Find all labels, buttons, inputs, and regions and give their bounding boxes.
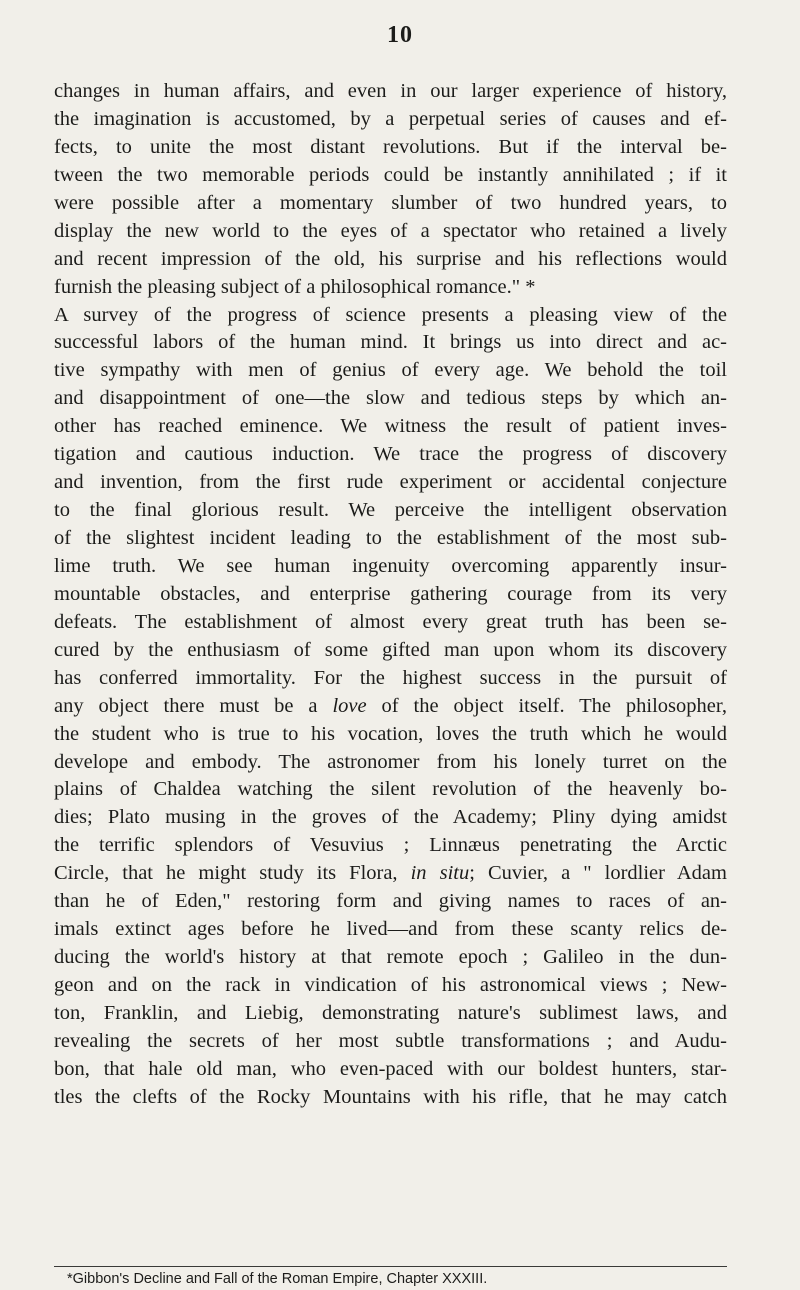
text-line: geon and on the rack in vindication of his astronomical views ; New- [54, 974, 727, 996]
text-line: furnish the pleasing subject of a philosophical romance." * [54, 275, 536, 298]
text-line: the imagination is accustomed, by a perpetual series of causes and ef- [54, 107, 727, 130]
text-line: tigation and cautious induction. We trace the progress of discovery [54, 443, 727, 466]
text-segment: ; Cuvier, a " lordlier Adam [469, 862, 727, 885]
text-line: other has reached eminence. We witness the result of patient inves- [54, 415, 727, 438]
text-line: tles the clefts of the Rocky Mountains with his rifle, that he may catch [54, 1085, 727, 1108]
italic-emphasis: in situ [410, 862, 470, 885]
text-line: dies; Plato musing in the groves of the Academy; Pliny dying amidst [54, 806, 727, 829]
text-line [54, 693, 727, 721]
text-line: than he of Eden," restoring form and giving names to races of an- [54, 890, 727, 913]
text-segment: any object there must be a [54, 694, 318, 717]
text-line: defeats. The establishment of almost every great truth has been se- [54, 610, 727, 633]
text-line: cured by the enthusiasm of some gifted man upon whom its discovery [54, 638, 727, 661]
text-line: lime truth. We see human ingenuity overcoming apparently insur- [54, 554, 727, 577]
text-line: changes in human affairs, and even in our larger experience of history, [54, 80, 727, 102]
text-line: ton, Franklin, and Liebig, demonstrating nature's sublimest laws, and [54, 1001, 727, 1024]
text-line: the student who is true to his vocation, loves the truth which he would [54, 722, 727, 745]
text-line: successful labors of the human mind. It brings us into direct and ac- [54, 331, 727, 354]
text-line: bon, that hale old man, who even-paced with our boldest hunters, star- [54, 1057, 727, 1080]
text-segment: Circle, that he might study its Flora, [54, 862, 398, 885]
text-line: and disappointment of one—the slow and tedious steps by which an- [54, 387, 727, 410]
text-line: tween the two memorable periods could be instantly annihilated ; if it [54, 163, 727, 186]
text-line: plains of Chaldea watching the silent revolution of the heavenly bo- [54, 778, 727, 801]
text-line: to the final glorious result. We perceive the intelligent observation [54, 499, 727, 522]
page-number: 10 [387, 22, 413, 48]
text-segment: of the object itself. The philosopher, [381, 694, 728, 717]
text-line: and invention, from the first rude experiment or accidental conjecture [54, 471, 727, 494]
text-line: and recent impression of the old, his surprise and his reflections would [54, 247, 727, 270]
text-line: the terrific splendors of Vesuvius ; Linnæus penetrating the Arctic [54, 834, 727, 857]
text-line: has conferred immortality. For the highest success in the pursuit of [54, 666, 727, 689]
body-text [54, 78, 727, 1112]
text-line: tive sympathy with men of genius of every age. We behold the toil [54, 359, 727, 382]
text-line [54, 860, 727, 888]
text-line: revealing the secrets of her most subtle transformations ; and Audu- [54, 1029, 727, 1052]
italic-emphasis: love [332, 694, 367, 717]
text-line: fects, to unite the most distant revolutions. But if the interval be- [54, 135, 727, 158]
text-line: imals extinct ages before he lived—and from these scanty relics de- [54, 918, 727, 941]
text-line: display the new world to the eyes of a spectator who retained a lively [54, 219, 727, 242]
text-line: mountable obstacles, and enterprise gathering courage from its very [54, 582, 727, 605]
footnote: *Gibbon's Decline and Fall of the Roman Empire, Chapter XXXIII. [67, 1271, 488, 1287]
footnote-rule [54, 1266, 727, 1267]
text-line: were possible after a momentary slumber of two hundred years, to [54, 191, 727, 214]
text-line: A survey of the progress of science presents a pleasing view of the [54, 303, 727, 326]
text-line: of the slightest incident leading to the establishment of the most sub- [54, 527, 727, 549]
text-line: ducing the world's history at that remote epoch ; Galileo in the dun- [54, 946, 727, 969]
text-line: develope and embody. The astronomer from his lonely turret on the [54, 750, 727, 773]
